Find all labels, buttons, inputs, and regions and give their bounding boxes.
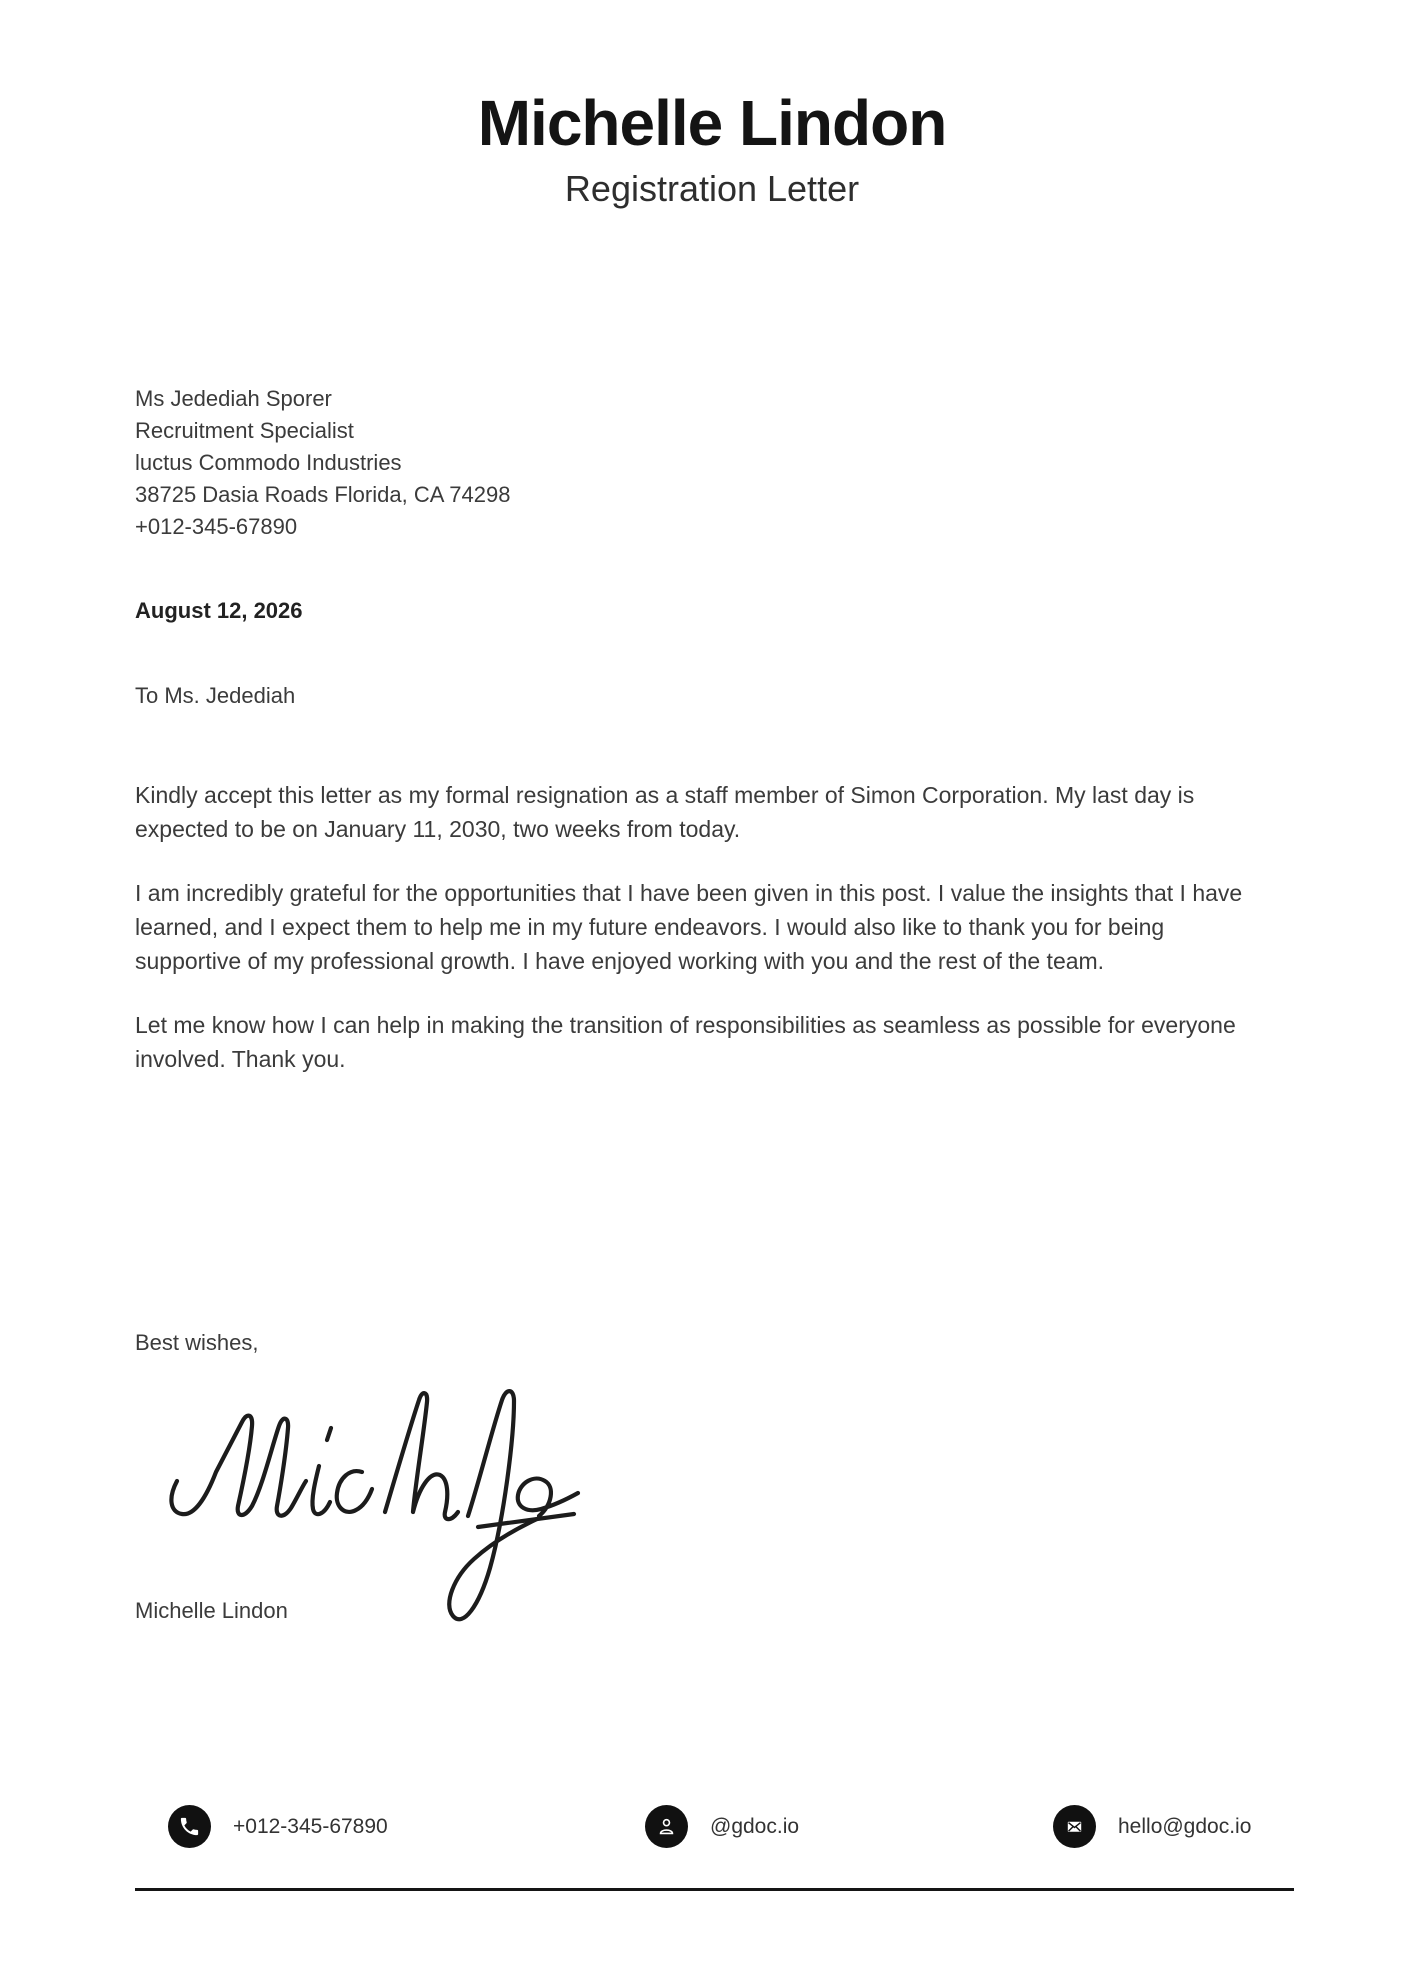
body-paragraph: Kindly accept this letter as my formal resignation as a staff member of Simon Corporation. My last day is expected to be on January 11, 2030, two weeks from today. bbox=[135, 782, 1195, 842]
recipient-role: Recruitment Specialist bbox=[135, 418, 354, 443]
phone-icon bbox=[168, 1805, 211, 1848]
letter-header bbox=[0, 88, 1424, 210]
body-paragraph: Let me know how I can help in making the transition of responsibilities as seamless as possible for everyone involved. Thank you. bbox=[135, 1012, 1236, 1072]
recipient-phone: +012-345-67890 bbox=[135, 514, 298, 539]
footer-divider bbox=[135, 1888, 1294, 1891]
person-icon bbox=[645, 1805, 688, 1848]
footer-phone-text: +012-345-67890 bbox=[233, 1814, 388, 1838]
letter-date: August 12, 2026 bbox=[135, 598, 303, 623]
recipient-company: luctus Commodo Industries bbox=[135, 450, 402, 475]
recipient-name: Ms Jedediah Sporer bbox=[135, 386, 332, 411]
recipient-address: 38725 Dasia Roads Florida, CA 74298 bbox=[135, 482, 511, 507]
recipient-block bbox=[135, 383, 1255, 543]
footer-contact-phone bbox=[168, 1805, 388, 1848]
page-subtitle: Registration Letter bbox=[564, 168, 860, 210]
signature-name: Michelle Lindon bbox=[135, 1598, 288, 1623]
valediction: Best wishes, bbox=[135, 1330, 259, 1355]
email-icon bbox=[1053, 1805, 1096, 1848]
footer-contact-email bbox=[1053, 1805, 1251, 1848]
body-paragraph: I am incredibly grateful for the opportunities that I have been given in this post. I value the insights that I have learned, and I expect them to help me in my future endeavors. I would also like to thank you for being supportive of my professional growth. I have enjoyed working with you and the rest of the team. bbox=[135, 880, 1243, 974]
salutation: To Ms. Jedediah bbox=[135, 683, 296, 708]
letter-body bbox=[135, 778, 1255, 1106]
footer-handle-text: @gdoc.io bbox=[710, 1814, 800, 1838]
footer-email-text: hello@gdoc.io bbox=[1118, 1814, 1252, 1838]
page-title: Michelle Lindon bbox=[477, 87, 947, 159]
footer-contact-handle bbox=[645, 1805, 799, 1848]
